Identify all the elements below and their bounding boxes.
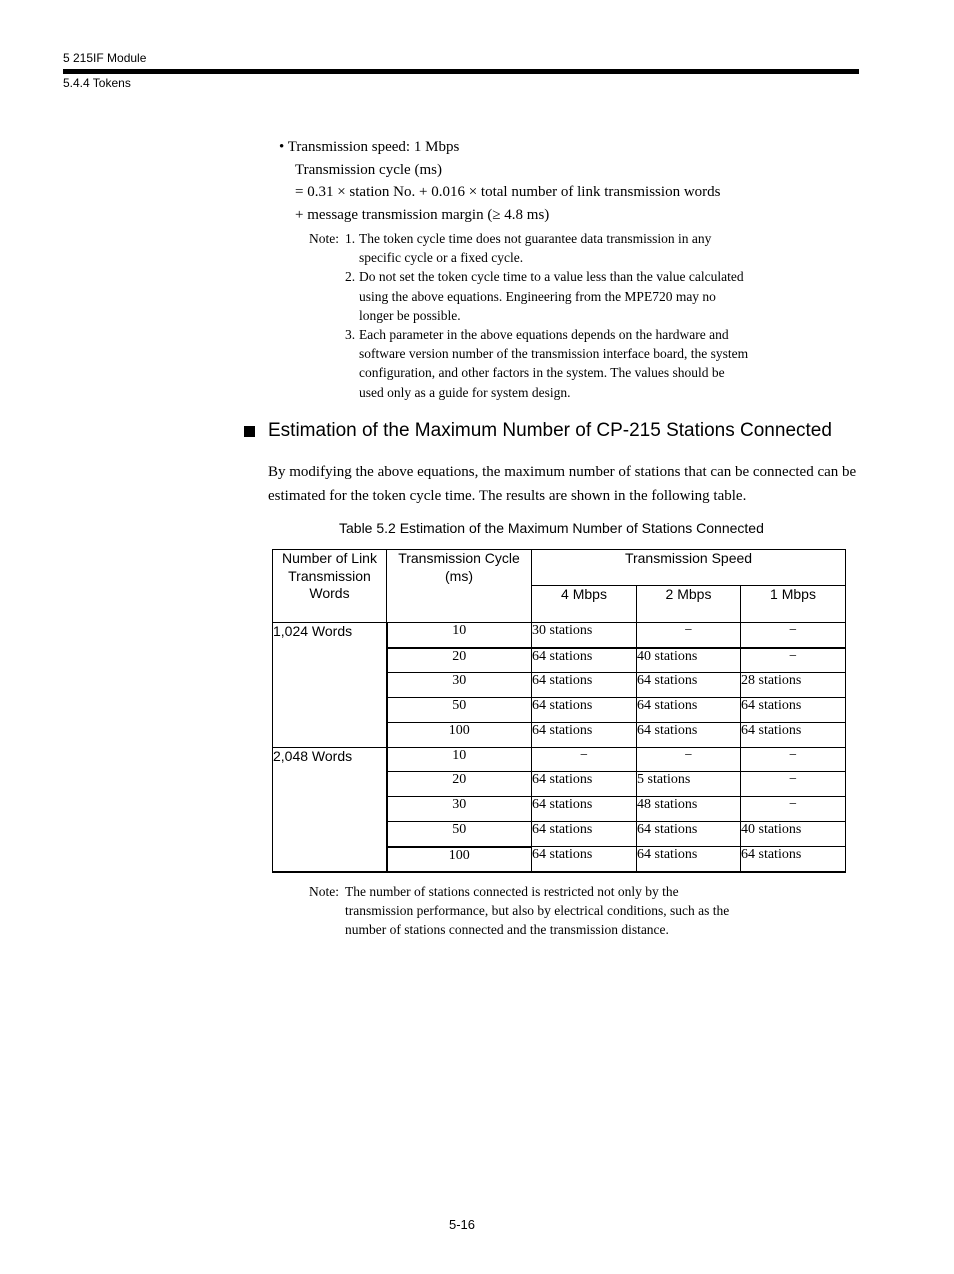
note-number: 1. bbox=[345, 231, 356, 246]
note-number: 2. bbox=[345, 269, 356, 285]
table-row bbox=[273, 748, 846, 772]
header-cycle: Transmission Cycle (ms) bbox=[387, 550, 532, 623]
cell-4mbps: − bbox=[532, 748, 637, 772]
cell-1mbps: − bbox=[741, 623, 846, 648]
note-item bbox=[309, 229, 749, 267]
speed-bullet-line: • Transmission speed: 1 Mbps bbox=[279, 139, 460, 155]
cell-2mbps: − bbox=[637, 748, 741, 772]
note-text: Each parameter in the above equations depends on the hardware and software version number of the transmission interface board, the system configuration, and other factors in the system. The values should be used only as a guide for system design. bbox=[359, 327, 749, 400]
cycle-cell: 100 bbox=[387, 723, 532, 748]
cell-2mbps: 64 stations bbox=[637, 698, 741, 723]
formula-line-4: + message transmission margin (≥ 4.8 ms) bbox=[295, 206, 550, 223]
table-caption: Table 5.2 Estimation of the Maximum Number of Stations Connected bbox=[339, 520, 764, 536]
cell-4mbps: 30 stations bbox=[532, 623, 637, 648]
note-text: The token cycle time does not guarantee data transmission in any specific cycle or a fixed cycle. bbox=[359, 231, 712, 266]
note-item bbox=[309, 267, 749, 325]
cell-1mbps: − bbox=[741, 748, 846, 772]
cell-4mbps: 64 stations bbox=[532, 822, 637, 847]
intro-paragraph: By modifying the above equations, the maximum number of stations that can be connected can be estimated for the token cycle time. The results are shown in the following table. bbox=[268, 464, 857, 504]
cycle-cell: 10 bbox=[387, 748, 532, 772]
header-speed-4mbps: 4 Mbps bbox=[532, 586, 637, 623]
cycle-cell: 20 bbox=[387, 772, 532, 797]
cell-1mbps: 64 stations bbox=[741, 847, 846, 872]
cell-2mbps: − bbox=[637, 623, 741, 648]
cell-1mbps: 64 stations bbox=[741, 723, 846, 748]
section-title: Estimation of the Maximum Number of CP-215 Stations Connected bbox=[268, 420, 832, 441]
speed-formula-block bbox=[279, 136, 720, 226]
cell-2mbps: 64 stations bbox=[637, 673, 741, 698]
cycle-cell: 50 bbox=[387, 822, 532, 847]
table-row bbox=[273, 623, 846, 648]
page-number: 5-16 bbox=[449, 1217, 476, 1232]
header-rule bbox=[63, 69, 859, 74]
cell-4mbps: 64 stations bbox=[532, 772, 637, 797]
cell-1mbps: − bbox=[741, 772, 846, 797]
cell-1mbps: 40 stations bbox=[741, 822, 846, 847]
header-words: Number of Link Transmission Words bbox=[273, 550, 387, 623]
cell-4mbps: 64 stations bbox=[532, 698, 637, 723]
cell-4mbps: 64 stations bbox=[532, 723, 637, 748]
cell-2mbps: 40 stations bbox=[637, 648, 741, 673]
note-item bbox=[309, 325, 749, 402]
cell-1mbps: − bbox=[741, 797, 846, 822]
cycle-cell: 30 bbox=[387, 797, 532, 822]
cycle-cell: 50 bbox=[387, 698, 532, 723]
header-speed-2mbps: 2 Mbps bbox=[637, 586, 741, 623]
cycle-cell: 20 bbox=[387, 648, 532, 673]
cell-4mbps: 64 stations bbox=[532, 648, 637, 673]
running-header-chapter: 5 215IF Module bbox=[63, 51, 147, 65]
cell-2mbps: 5 stations bbox=[637, 772, 741, 797]
square-bullet-icon bbox=[244, 426, 255, 437]
cycle-cell: 30 bbox=[387, 673, 532, 698]
notes-top bbox=[309, 229, 749, 402]
note-label: Note: bbox=[309, 884, 339, 899]
cell-1mbps: − bbox=[741, 648, 846, 673]
cell-4mbps: 64 stations bbox=[532, 797, 637, 822]
stations-table bbox=[272, 549, 846, 873]
section-heading bbox=[244, 420, 832, 442]
note-text: The number of stations connected is restricted not only by the transmission performance, but also by electrical conditions, such as the number of stations connected and the transmission distance. bbox=[345, 884, 730, 938]
cell-1mbps: 64 stations bbox=[741, 698, 846, 723]
header-speed: Transmission Speed bbox=[532, 550, 846, 586]
cell-2mbps: 48 stations bbox=[637, 797, 741, 822]
note-bottom bbox=[309, 882, 745, 940]
cell-1mbps: 28 stations bbox=[741, 673, 846, 698]
cell-4mbps: 64 stations bbox=[532, 847, 637, 872]
cell-4mbps: 64 stations bbox=[532, 673, 637, 698]
cycle-cell: 100 bbox=[387, 847, 532, 872]
running-header-section: 5.4.4 Tokens bbox=[63, 76, 131, 90]
cell-2mbps: 64 stations bbox=[637, 822, 741, 847]
cell-2mbps: 64 stations bbox=[637, 847, 741, 872]
note-number: 3. bbox=[345, 327, 356, 343]
cycle-cell: 10 bbox=[387, 623, 532, 648]
cell-2mbps: 64 stations bbox=[637, 723, 741, 748]
group-words: 2,048 Words bbox=[273, 748, 387, 872]
header-speed-1mbps: 1 Mbps bbox=[741, 586, 846, 623]
note-label: Note: bbox=[309, 231, 339, 246]
note-text: Do not set the token cycle time to a value less than the value calculated using the above equations. Engineering from the MPE720 may no longer be possible. bbox=[359, 269, 744, 323]
formula-line-3: = 0.31 × station No. + 0.016 × total number of link transmission words bbox=[295, 184, 721, 200]
group-words: 1,024 Words bbox=[273, 623, 387, 748]
formula-line-2: Transmission cycle (ms) bbox=[295, 161, 442, 178]
